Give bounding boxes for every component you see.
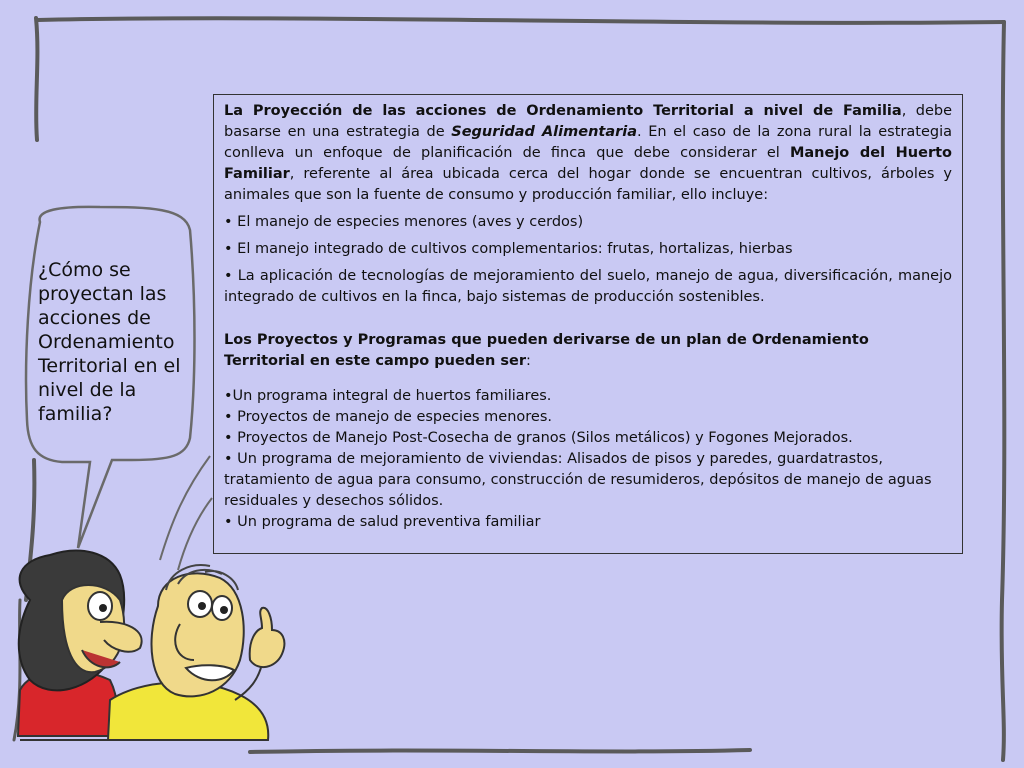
intro-paragraph xyxy=(224,101,952,206)
projects-item: • Un programa de salud preventiva familiar xyxy=(224,514,541,530)
intro-bold-lead: La Proyección de las acciones de Ordenamiento Territorial a nivel de Familia xyxy=(224,103,902,119)
intro-bold-italic-term: Seguridad Alimentaria xyxy=(451,124,638,140)
intro-text-1: , debe basarse en una estrategia de xyxy=(224,103,952,140)
intro-text-2: . En el caso de la zona rural la estrategia conlleva un enfoque de planificación de finca que debe considerar el xyxy=(224,124,952,161)
speech-bubble-question: ¿Cómo se proyectan las acciones de Ordenamiento Territorial en el nivel de la familia? xyxy=(38,259,181,425)
projects-heading xyxy=(224,330,952,372)
projects-heading-suffix: : xyxy=(526,353,531,369)
man-character xyxy=(108,565,284,740)
includes-item: • El manejo integrado de cultivos complementarios: frutas, hortalizas, hierbas xyxy=(224,241,793,257)
projects-item: • Un programa de mejoramiento de viviendas: Alisados de pisos y paredes, guardatrastos, tratamiento de agua para consumo, construcción de resumideros, depósitos de manejo de aguas residuales y desechos sólidos. xyxy=(224,451,932,509)
intro-bold-term: Manejo del Huerto Familiar xyxy=(224,145,952,182)
content-box xyxy=(213,94,963,554)
projects-heading-text: Los Proyectos y Programas que pueden derivarse de un plan de Ordenamiento Territorial en este campo pueden ser xyxy=(224,332,869,369)
speech-pointer-lines xyxy=(160,456,212,570)
projects-item: •Un programa integral de huertos familiares. xyxy=(224,388,552,404)
projects-item: • Proyectos de Manejo Post-Cosecha de granos (Silos metálicos) y Fogones Mejorados. xyxy=(224,430,853,446)
includes-item: • La aplicación de tecnologías de mejoramiento del suelo, manejo de agua, diversificación, manejo integrado de cultivos en la finca, bajo sistemas de producción sostenibles. xyxy=(224,268,952,305)
intro-text-3: , referente al área ubicada cerca del hogar donde se encuentran cultivos, árboles y animales que son la fuente de consumo y producción familiar, ello incluye: xyxy=(224,166,952,203)
projects-item: • Proyectos de manejo de especies menores. xyxy=(224,409,552,425)
includes-item: • El manejo de especies menores (aves y cerdos) xyxy=(224,214,584,230)
